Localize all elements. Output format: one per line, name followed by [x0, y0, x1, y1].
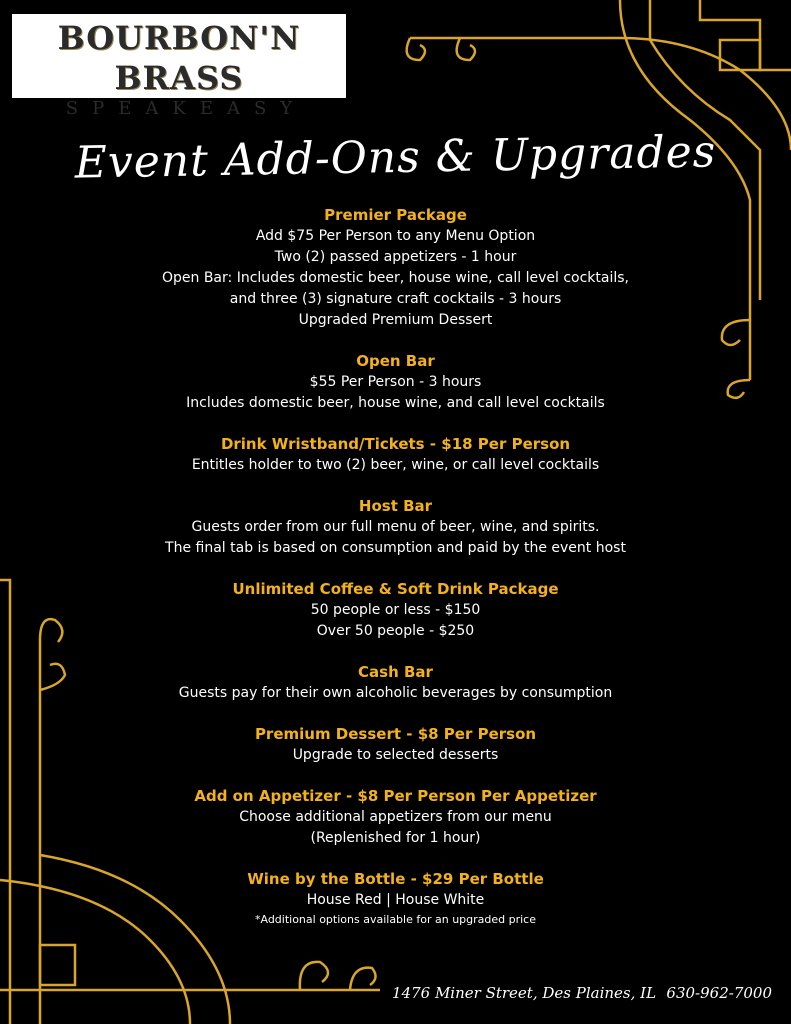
section-line: House Red | House White [306, 892, 485, 908]
menu-section [0, 350, 791, 414]
section-line: Guests pay for their own alcoholic beverages by consumption [178, 685, 613, 701]
section-line: 50 people or less - $150 [310, 602, 481, 618]
deco-curl-bottom-2 [350, 968, 376, 990]
section-line: Includes domestic beer, house wine, and call level cocktails [186, 395, 605, 411]
section-line: Upgrade to selected desserts [292, 747, 499, 763]
footer-address: 1476 Miner Street, Des Plaines, IL [392, 984, 657, 1002]
page-title: Event Add-Ons & Upgrades [74, 126, 717, 189]
section-line: Two (2) passed appetizers - 1 hour [274, 249, 517, 265]
footer-phone: 630-962-7000 [666, 984, 772, 1002]
section-title: Premium Dessert - $8 Per Person [254, 725, 537, 743]
section-line: Upgraded Premium Dessert [298, 312, 493, 328]
section-line: Choose additional appetizers from our menu [239, 809, 552, 825]
section-title: Cash Bar [358, 663, 433, 681]
section-line: The final tab is based on consumption and paid by the event host [165, 540, 626, 556]
section-line: Entitles holder to two (2) beer, wine, or call level cocktails [191, 457, 600, 473]
menu-section [0, 204, 791, 331]
section-line: Add $75 Per Person to any Menu Option [255, 228, 536, 244]
section-line: Over 50 people - $250 [316, 623, 475, 639]
section-title: Drink Wristband/Tickets - $18 Per Person [220, 435, 571, 453]
deco-line-top-right-4 [700, 0, 791, 70]
menu-content [0, 204, 791, 948]
section-note: *Additional options available for an upgraded price [254, 913, 536, 926]
section-title: Unlimited Coffee & Soft Drink Package [232, 580, 559, 598]
section-title: Host Bar [358, 497, 433, 515]
menu-section [0, 495, 791, 559]
menu-section [0, 661, 791, 704]
deco-square-bottom-left [40, 945, 75, 985]
section-line: Guests order from our full menu of beer, wine, and spirits. [191, 519, 600, 535]
menu-section [0, 723, 791, 766]
section-line: $55 Per Person - 3 hours [309, 374, 482, 390]
menu-section [0, 433, 791, 476]
section-line: (Replenished for 1 hour) [310, 830, 481, 846]
section-line: Open Bar: Includes domestic beer, house wine, call level cocktails, [161, 270, 629, 286]
deco-curl-bottom-1 [300, 962, 328, 990]
section-title: Add on Appetizer - $8 Per Person Per Appetizer [194, 787, 597, 805]
menu-section [0, 785, 791, 849]
deco-square-top-right [720, 40, 760, 70]
menu-section [0, 868, 791, 929]
menu-section [0, 578, 791, 642]
section-line: and three (3) signature craft cocktails - 3 hours [229, 291, 562, 307]
deco-curl-top-mid [457, 38, 475, 60]
section-title: Premier Package [324, 206, 467, 224]
section-title: Open Bar [356, 352, 435, 370]
brand-logo [12, 14, 346, 119]
logo-main-text: BOURBON'N BRASS [57, 19, 301, 97]
deco-curl-top-left [407, 38, 425, 60]
section-title: Wine by the Bottle - $29 Per Bottle [247, 870, 544, 888]
logo-sub-text: SPEAKEASY [65, 98, 307, 119]
